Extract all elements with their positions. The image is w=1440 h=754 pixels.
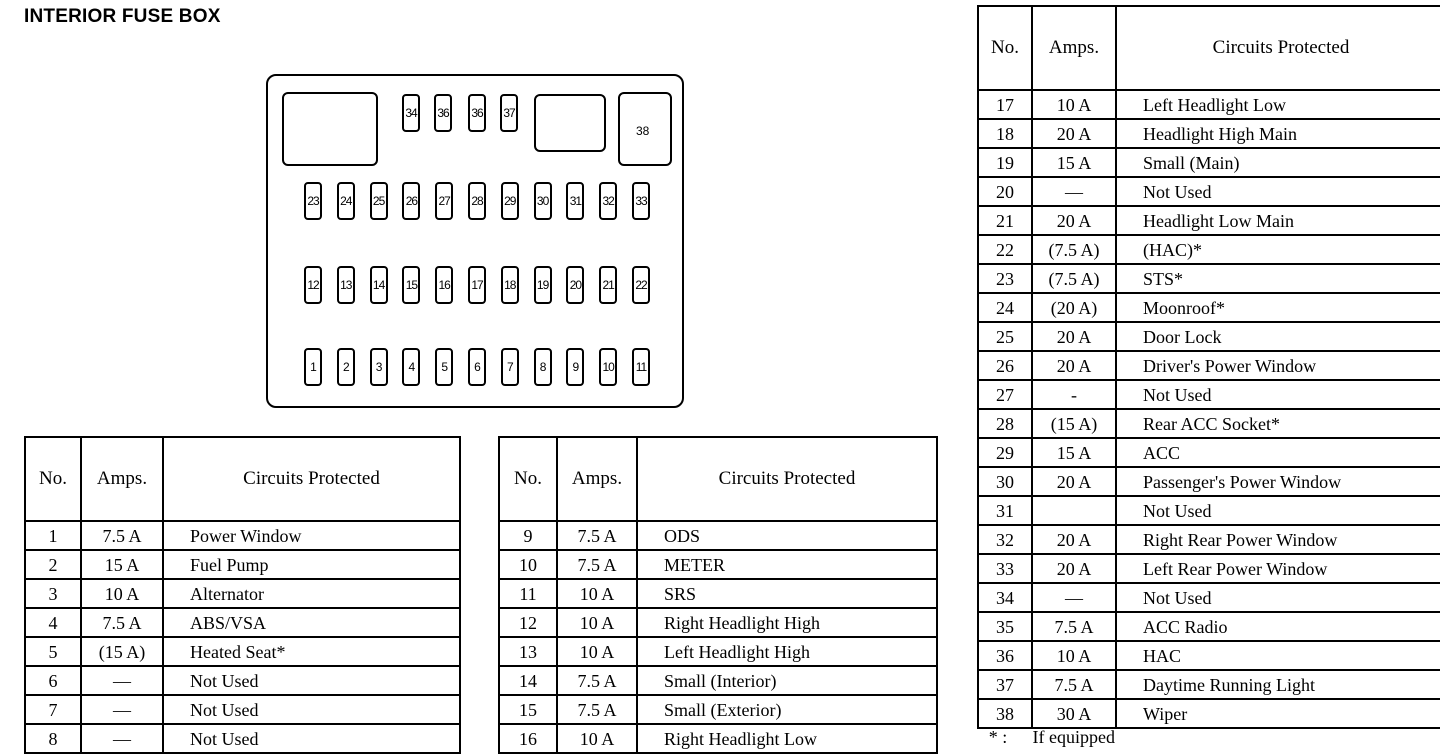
fuse-circuit: Door Lock [1116,322,1440,351]
header-circuits: Circuits Protected [637,437,937,521]
fuse-slot: 4 [402,348,420,386]
table-row [978,90,1440,119]
fuse-number: 24 [978,293,1032,322]
table-row [978,235,1440,264]
relay-socket-middle [534,94,606,152]
fuse-number: 15 [499,695,557,724]
fuse-amps: 7.5 A [557,695,637,724]
fuse-circuit: Right Headlight Low [637,724,937,753]
fuse-slot: 29 [501,182,519,220]
fuse-circuit: ABS/VSA [163,608,460,637]
fuse-table-3 [977,5,1440,729]
fuse-number: 16 [499,724,557,753]
fuse-slot: 23 [304,182,322,220]
fuse-slot: 32 [599,182,617,220]
fuse-slot: 16 [435,266,453,304]
fuse-circuit: Headlight Low Main [1116,206,1440,235]
fuse-number: 29 [978,438,1032,467]
fuse-amps: (15 A) [1032,409,1116,438]
fuse-slot: 36 [468,94,486,132]
relay-block-left [282,92,378,166]
table-row [25,695,460,724]
fuse-amps: 20 A [1032,119,1116,148]
fuse-amps: 20 A [1032,351,1116,380]
fuse-number: 35 [978,612,1032,641]
fuse-amps: (20 A) [1032,293,1116,322]
fuse-number: 20 [978,177,1032,206]
table-row [978,612,1440,641]
fuse-amps: 30 A [1032,699,1116,728]
fuse-circuit: Heated Seat* [163,637,460,666]
fuse-slot: 12 [304,266,322,304]
fuse-number: 18 [978,119,1032,148]
fuse-amps: 10 A [1032,641,1116,670]
fuse-circuit: Not Used [163,724,460,753]
fuse-number: 10 [499,550,557,579]
fuse-circuit: ODS [637,521,937,550]
table-row [499,550,937,579]
fuse-number: 21 [978,206,1032,235]
fuse-amps: 15 A [81,550,163,579]
fuse-slot: 3 [370,348,388,386]
fuse-slot: 8 [534,348,552,386]
table-row [499,695,937,724]
fuse-number: 3 [25,579,81,608]
fuse-amps: 7.5 A [1032,612,1116,641]
fuse-slot: 11 [632,348,650,386]
fuse-number: 11 [499,579,557,608]
fuse-circuit: ACC Radio [1116,612,1440,641]
fuse-number: 28 [978,409,1032,438]
fuse-circuit: Not Used [1116,177,1440,206]
fuse-number: 22 [978,235,1032,264]
fuse-amps: (7.5 A) [1032,264,1116,293]
fuse-number: 19 [978,148,1032,177]
fuse-circuit: ACC [1116,438,1440,467]
fuse-amps: 10 A [81,579,163,608]
fuse-table-1 [24,436,461,754]
fuse-slot: 30 [534,182,552,220]
header-circuits: Circuits Protected [163,437,460,521]
fuse-circuit: SRS [637,579,937,608]
table-row [978,322,1440,351]
fuse-circuit: Small (Main) [1116,148,1440,177]
fuse-amps: 7.5 A [81,608,163,637]
fuse-circuit: Not Used [1116,380,1440,409]
footnote-mark: * : [988,727,1008,747]
fuse-slot: 20 [566,266,584,304]
table-row [978,699,1440,728]
fuse-number: 14 [499,666,557,695]
header-amps: Amps. [81,437,163,521]
table-row [25,579,460,608]
fuse-circuit: (HAC)* [1116,235,1440,264]
fuse-number: 36 [978,641,1032,670]
fuse-number: 7 [25,695,81,724]
header-amps: Amps. [557,437,637,521]
fuse-amps: — [81,695,163,724]
fuse-slot: 31 [566,182,584,220]
fuse-number: 9 [499,521,557,550]
fuse-slot: 24 [337,182,355,220]
header-no: No. [978,6,1032,90]
fuse-slot: 14 [370,266,388,304]
fuse-number: 6 [25,666,81,695]
table-row [978,293,1440,322]
fuse-amps: 7.5 A [1032,670,1116,699]
table-row [978,670,1440,699]
table-row [978,119,1440,148]
fuse-amps: - [1032,380,1116,409]
table-row [978,409,1440,438]
fuse-number: 8 [25,724,81,753]
table-row [499,666,937,695]
table-row [978,554,1440,583]
fuse-amps: 15 A [1032,438,1116,467]
table-row [499,608,937,637]
header-amps: Amps. [1032,6,1116,90]
fuse-number: 13 [499,637,557,666]
header-no: No. [25,437,81,521]
fuse-slot: 26 [402,182,420,220]
table-row [978,148,1440,177]
fuse-circuit: Not Used [1116,496,1440,525]
table-row [25,608,460,637]
fuse-slot: 27 [435,182,453,220]
fuse-number: 33 [978,554,1032,583]
fuse-number: 2 [25,550,81,579]
table-row [978,264,1440,293]
fuse-number: 34 [978,583,1032,612]
table-row [978,380,1440,409]
fuse-amps: — [1032,583,1116,612]
fuse-number: 38 [978,699,1032,728]
fuse-circuit: Rear ACC Socket* [1116,409,1440,438]
fuse-amps: 10 A [557,608,637,637]
fuse-amps: 7.5 A [557,666,637,695]
table-row [978,641,1440,670]
table-row [978,351,1440,380]
fuse-circuit: Right Rear Power Window [1116,525,1440,554]
fuse-box-diagram [266,74,684,408]
fuse-amps: 20 A [1032,554,1116,583]
fuse-number: 1 [25,521,81,550]
fuse-amps: 20 A [1032,467,1116,496]
fuse-circuit: STS* [1116,264,1440,293]
fuse-slot: 28 [468,182,486,220]
fuse-amps: — [1032,177,1116,206]
fuse-circuit: Wiper [1116,699,1440,728]
fuse-slot: 5 [435,348,453,386]
fuse-amps: 20 A [1032,525,1116,554]
fuse-circuit: Small (Exterior) [637,695,937,724]
fuse-slot: 9 [566,348,584,386]
fuse-number: 30 [978,467,1032,496]
fuse-slot: 13 [337,266,355,304]
table-row [499,579,937,608]
fuse-number: 26 [978,351,1032,380]
table-row [499,521,937,550]
fuse-amps: — [81,724,163,753]
page-title: INTERIOR FUSE BOX [24,6,221,27]
fuse-circuit: Left Headlight High [637,637,937,666]
table-row [499,637,937,666]
fuse-slot: 6 [468,348,486,386]
fuse-slot: 2 [337,348,355,386]
table-row [25,550,460,579]
fuse-circuit: METER [637,550,937,579]
fuse-circuit: Moonroof* [1116,293,1440,322]
fuse-slot: 36 [434,94,452,132]
fuse-amps: 7.5 A [557,550,637,579]
fuse-table-2 [498,436,938,754]
fuse-number: 27 [978,380,1032,409]
footnote [968,727,1115,748]
fuse-slot: 7 [501,348,519,386]
relay-label: 38 [636,124,650,138]
header-no: No. [499,437,557,521]
fuse-circuit: Small (Interior) [637,666,937,695]
fuse-circuit: Left Rear Power Window [1116,554,1440,583]
fuse-circuit: Passenger's Power Window [1116,467,1440,496]
fuse-amps: 7.5 A [81,521,163,550]
table-row [978,438,1440,467]
table-row [978,525,1440,554]
fuse-amps: 10 A [557,637,637,666]
table-row [978,496,1440,525]
fuse-slot: 17 [468,266,486,304]
table-row [25,666,460,695]
fuse-amps: 10 A [1032,90,1116,119]
header-circuits: Circuits Protected [1116,6,1440,90]
fuse-circuit: Fuel Pump [163,550,460,579]
fuse-number: 31 [978,496,1032,525]
table-row [25,724,460,753]
table-row [25,521,460,550]
fuse-slot: 19 [534,266,552,304]
table-row [978,206,1440,235]
fuse-number: 17 [978,90,1032,119]
fuse-circuit: Headlight High Main [1116,119,1440,148]
fuse-circuit: Right Headlight High [637,608,937,637]
fuse-amps: (15 A) [81,637,163,666]
table-row [499,724,937,753]
fuse-amps: — [81,666,163,695]
fuse-number: 23 [978,264,1032,293]
fuse-slot: 18 [501,266,519,304]
fuse-slot: 34 [402,94,420,132]
fuse-circuit: Not Used [163,666,460,695]
fuse-number: 5 [25,637,81,666]
footnote-text: If equipped [1032,727,1115,747]
fuse-amps: 10 A [557,724,637,753]
fuse-circuit: Alternator [163,579,460,608]
fuse-circuit: Not Used [163,695,460,724]
table-row [25,637,460,666]
fuse-circuit: Driver's Power Window [1116,351,1440,380]
fuse-slot: 1 [304,348,322,386]
fuse-amps: 7.5 A [557,521,637,550]
fuse-number: 4 [25,608,81,637]
fuse-amps: (7.5 A) [1032,235,1116,264]
fuse-number: 25 [978,322,1032,351]
fuse-amps: 20 A [1032,206,1116,235]
table-row [978,583,1440,612]
fuse-circuit: Left Headlight Low [1116,90,1440,119]
fuse-slot: 10 [599,348,617,386]
fuse-slot: 22 [632,266,650,304]
fuse-slot: 15 [402,266,420,304]
fuse-number: 32 [978,525,1032,554]
table-row [978,177,1440,206]
fuse-number: 12 [499,608,557,637]
fuse-slot: 37 [500,94,518,132]
fuse-slot: 33 [632,182,650,220]
fuse-circuit: HAC [1116,641,1440,670]
fuse-amps: 15 A [1032,148,1116,177]
fuse-circuit: Not Used [1116,583,1440,612]
fuse-amps [1032,496,1116,525]
fuse-number: 37 [978,670,1032,699]
fuse-slot: 21 [599,266,617,304]
table-row [978,467,1440,496]
fuse-slot: 25 [370,182,388,220]
fuse-amps: 10 A [557,579,637,608]
fuse-circuit: Power Window [163,521,460,550]
fuse-circuit: Daytime Running Light [1116,670,1440,699]
fuse-amps: 20 A [1032,322,1116,351]
